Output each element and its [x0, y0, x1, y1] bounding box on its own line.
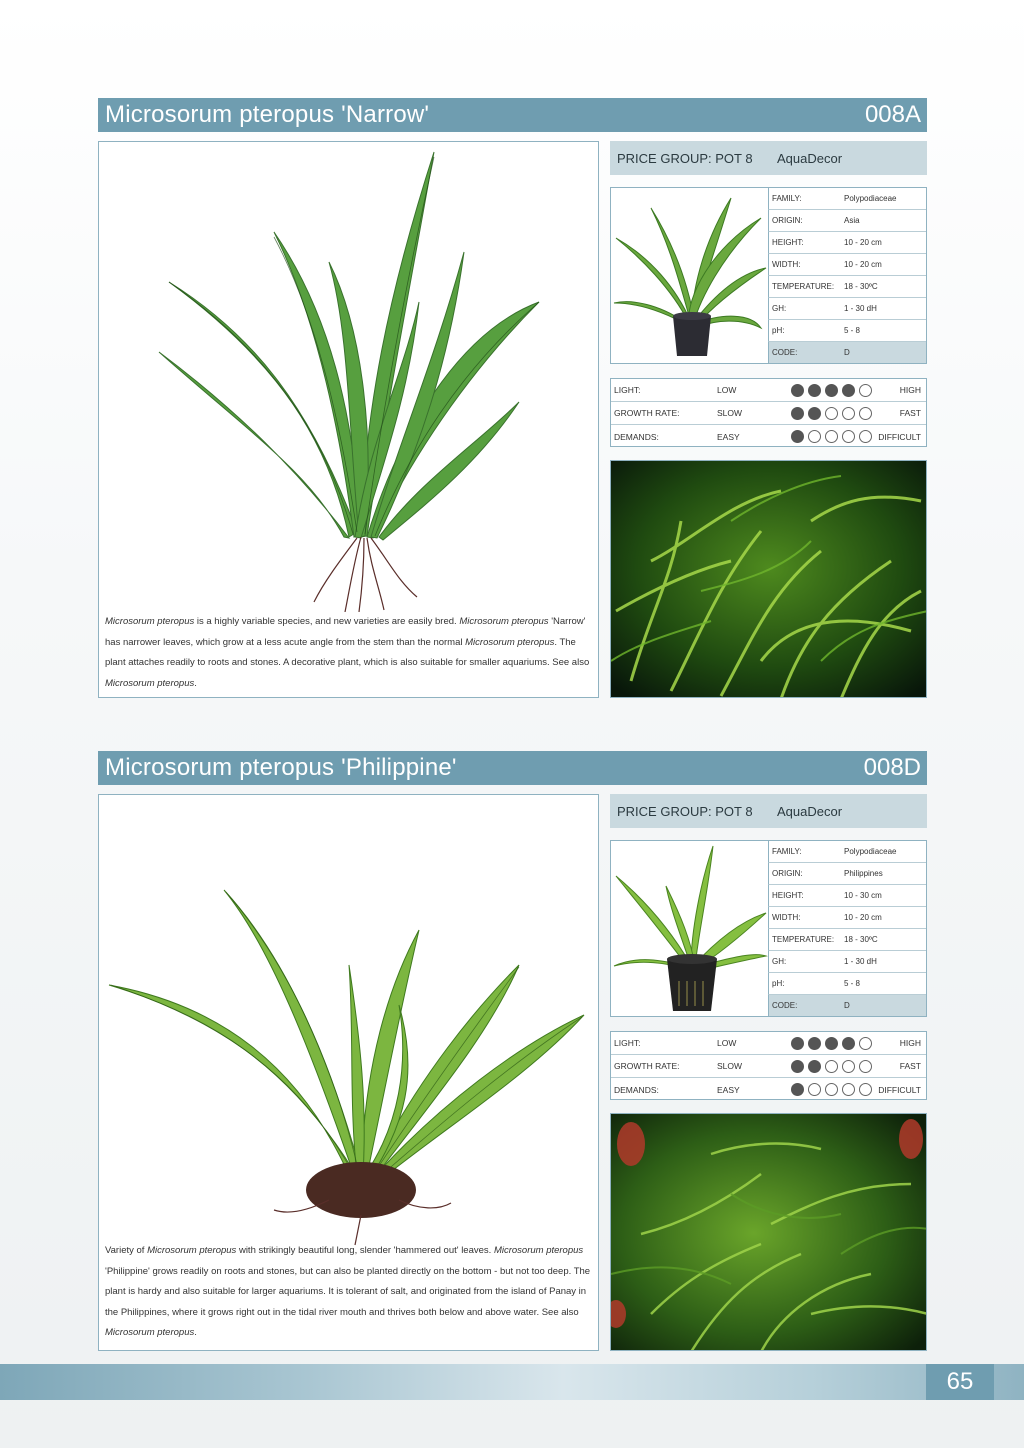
- rating-dot-empty: [825, 430, 838, 443]
- desc-fragment: . The plant attaches readily to roots and stones. A decorative plant, which is also suitable for smaller aquariums. See also: [105, 636, 590, 668]
- plant-code: 008D: [863, 754, 921, 781]
- plant-name: Microsorum pteropus 'Narrow': [105, 101, 430, 128]
- rating-row-growth: [611, 402, 926, 425]
- detail-label: WIDTH:: [772, 913, 801, 922]
- desc-fragment: with strikingly beautiful long, slender 'hammered out' leaves.: [236, 1245, 494, 1256]
- details-row: [768, 951, 926, 973]
- rating-row-demands: [611, 1078, 926, 1101]
- rating-dot-filled: [808, 1037, 821, 1050]
- potted-plant-photo: [611, 841, 768, 1016]
- rating-low: SLOW: [717, 1061, 743, 1071]
- rating-dots: [791, 1083, 877, 1096]
- aquarium-photo: [610, 460, 927, 698]
- rating-label: GROWTH RATE:: [614, 1061, 680, 1071]
- detail-label: GH:: [772, 304, 787, 313]
- rating-dot-empty: [842, 1060, 855, 1073]
- desc-fragment: 'Narrow' has narrower leaves, which grow at a less acute angle from the stem than the normal: [105, 616, 586, 648]
- plant-details-box: [610, 840, 927, 1017]
- detail-label: FAMILY:: [772, 847, 802, 856]
- rating-row-light: [611, 379, 926, 402]
- rating-dot-filled: [791, 384, 804, 397]
- rating-label: LIGHT:: [614, 1038, 641, 1048]
- detail-value: 18 - 30ºC: [844, 282, 878, 291]
- rating-dot-empty: [825, 407, 838, 420]
- detail-label: CODE:: [772, 348, 798, 357]
- illustration-panel: [98, 141, 599, 698]
- detail-value: 10 - 20 cm: [844, 913, 882, 922]
- price-group: PRICE GROUP: POT 8: [617, 803, 753, 819]
- plant-code: 008A: [864, 101, 921, 128]
- details-row: [768, 907, 926, 929]
- rating-dot-empty: [859, 430, 872, 443]
- rating-high: FAST: [899, 1061, 921, 1071]
- rating-dot-empty: [842, 430, 855, 443]
- rating-dots: [791, 1037, 877, 1050]
- plant-name: Microsorum pteropus 'Philippine': [105, 754, 457, 781]
- rating-dot-filled: [842, 1037, 855, 1050]
- detail-value: 5 - 8: [844, 979, 861, 988]
- rating-low: EASY: [717, 1084, 740, 1095]
- detail-value: 5 - 8: [844, 326, 861, 335]
- care-ratings: [610, 1031, 927, 1100]
- detail-value: Polypodiaceae: [844, 194, 897, 203]
- plant-illustration: [99, 795, 598, 1265]
- rating-dot-empty: [842, 407, 855, 420]
- detail-label: GH:: [772, 957, 787, 966]
- desc-fragment: 'Philippine' grows readily on roots and stones, but can also be planted directly on the bottom - but not too deep. The plant is hardy and also suitable for larger aquariums. It is tolerant of salt, and originated from the island of Panay in the Philippines, where it grows right out in the tidal river mouth and thrives both below and above water. See also: [105, 1265, 591, 1318]
- brand-name: AquaDecor: [777, 150, 843, 166]
- rating-low: LOW: [717, 385, 737, 395]
- rating-dot-filled: [825, 1037, 838, 1050]
- rating-dot-filled: [791, 1083, 804, 1096]
- desc-fragment: .: [194, 677, 197, 689]
- rating-dots: [791, 407, 877, 420]
- desc-fragment: Microsorum pteropus: [465, 636, 555, 648]
- rating-dot-filled: [791, 430, 804, 443]
- details-row: [768, 188, 926, 210]
- detail-value: Philippines: [844, 869, 883, 878]
- desc-fragment: .: [194, 1327, 197, 1338]
- rating-dot-empty: [859, 384, 872, 397]
- illustration-panel: [98, 794, 599, 1351]
- desc-fragment: Variety of: [105, 1245, 148, 1256]
- rating-high: HIGH: [899, 1038, 921, 1048]
- rating-high: HIGH: [899, 385, 921, 395]
- rating-dot-empty: [859, 407, 872, 420]
- rating-dot-filled: [791, 1037, 804, 1050]
- rating-dot-empty: [825, 1060, 838, 1073]
- rating-label: GROWTH RATE:: [614, 408, 680, 418]
- detail-value: 10 - 20 cm: [844, 238, 882, 247]
- detail-value: 10 - 20 cm: [844, 260, 882, 269]
- rating-dot-empty: [859, 1083, 872, 1096]
- rating-dot-empty: [842, 1083, 855, 1096]
- details-row: [768, 320, 926, 342]
- detail-label: WIDTH:: [772, 260, 801, 269]
- detail-label: TEMPERATURE:: [772, 935, 835, 944]
- plant-entry-narrow: [98, 98, 927, 698]
- detail-label: HEIGHT:: [772, 891, 804, 900]
- rating-label: DEMANDS:: [614, 1084, 659, 1095]
- desc-fragment: Microsorum pteropus: [105, 677, 195, 689]
- detail-value: 1 - 30 dH: [844, 957, 877, 966]
- desc-fragment: is a highly variable species, and new varieties are easily bred.: [194, 616, 460, 627]
- desc-fragment: Microsorum pteropus: [493, 1245, 584, 1256]
- rating-high: DIFFICULT: [878, 431, 921, 442]
- entry-title-bar: [98, 98, 927, 132]
- brand-name: AquaDecor: [777, 803, 843, 819]
- price-group-bar: [610, 141, 927, 175]
- details-row: [768, 298, 926, 320]
- rating-dot-filled: [808, 384, 821, 397]
- detail-label: FAMILY:: [772, 194, 802, 203]
- plant-entry-philippine: [98, 751, 927, 1351]
- detail-label: pH:: [772, 979, 785, 988]
- desc-fragment: Microsorum pteropus: [459, 616, 549, 627]
- plant-description: [105, 612, 591, 694]
- rating-dot-empty: [808, 430, 821, 443]
- rating-low: LOW: [717, 1038, 737, 1048]
- plant-description: [105, 1241, 591, 1344]
- rating-dot-empty: [825, 1083, 838, 1096]
- detail-value: 10 - 30 cm: [844, 891, 882, 900]
- aquarium-photo-art: [611, 1114, 927, 1351]
- detail-value: 18 - 30ºC: [844, 935, 878, 944]
- potted-plant-photo: [611, 188, 768, 363]
- price-group-bar: [610, 794, 927, 828]
- detail-label: ORIGIN:: [772, 216, 803, 225]
- footer-band: [0, 1364, 1024, 1400]
- plant-details-box: [610, 187, 927, 364]
- aquarium-photo: [610, 1113, 927, 1351]
- detail-label: pH:: [772, 326, 785, 335]
- detail-label: ORIGIN:: [772, 869, 803, 878]
- details-row: [768, 973, 926, 995]
- rating-label: LIGHT:: [614, 385, 641, 395]
- detail-value: D: [844, 1001, 850, 1010]
- care-ratings: [610, 378, 927, 447]
- detail-value: Polypodiaceae: [844, 847, 897, 856]
- detail-value: Asia: [844, 216, 860, 225]
- desc-fragment: Microsorum pteropus: [147, 1245, 237, 1256]
- rating-dots: [791, 1060, 877, 1073]
- entry-title-bar: [98, 751, 927, 785]
- rating-row-growth: [611, 1055, 926, 1078]
- details-row: [768, 863, 926, 885]
- details-table: [768, 841, 926, 1016]
- page-number: 65: [926, 1364, 994, 1400]
- plant-illustration: [99, 142, 598, 612]
- details-table: [768, 188, 926, 363]
- rating-low: SLOW: [717, 408, 743, 418]
- detail-value: D: [844, 348, 850, 357]
- rating-dot-filled: [825, 384, 838, 397]
- details-row: [768, 841, 926, 863]
- detail-label: HEIGHT:: [772, 238, 804, 247]
- details-row: [768, 254, 926, 276]
- rating-dot-filled: [791, 407, 804, 420]
- details-row: [768, 995, 926, 1016]
- desc-fragment: Microsorum pteropus: [105, 1327, 195, 1338]
- rating-row-demands: [611, 425, 926, 448]
- rating-dot-filled: [791, 1060, 804, 1073]
- rating-dot-empty: [808, 1083, 821, 1096]
- details-row: [768, 929, 926, 951]
- details-row: [768, 885, 926, 907]
- details-row: [768, 276, 926, 298]
- rating-label: DEMANDS:: [614, 431, 659, 442]
- details-row: [768, 342, 926, 363]
- rating-dots: [791, 384, 877, 397]
- detail-value: 1 - 30 dH: [844, 304, 877, 313]
- rating-low: EASY: [717, 431, 740, 442]
- desc-fragment: Microsorum pteropus: [105, 616, 195, 627]
- rating-dot-filled: [808, 407, 821, 420]
- details-row: [768, 210, 926, 232]
- aquarium-photo-art: [611, 461, 927, 698]
- rating-dots: [791, 430, 877, 443]
- rating-dot-empty: [859, 1037, 872, 1050]
- rating-dot-empty: [859, 1060, 872, 1073]
- detail-label: TEMPERATURE:: [772, 282, 835, 291]
- rating-dot-filled: [842, 384, 855, 397]
- detail-label: CODE:: [772, 1001, 798, 1010]
- rating-high: DIFFICULT: [878, 1084, 921, 1095]
- rating-dot-filled: [808, 1060, 821, 1073]
- rating-high: FAST: [899, 408, 921, 418]
- details-row: [768, 232, 926, 254]
- price-group: PRICE GROUP: POT 8: [617, 150, 753, 166]
- rating-row-light: [611, 1032, 926, 1055]
